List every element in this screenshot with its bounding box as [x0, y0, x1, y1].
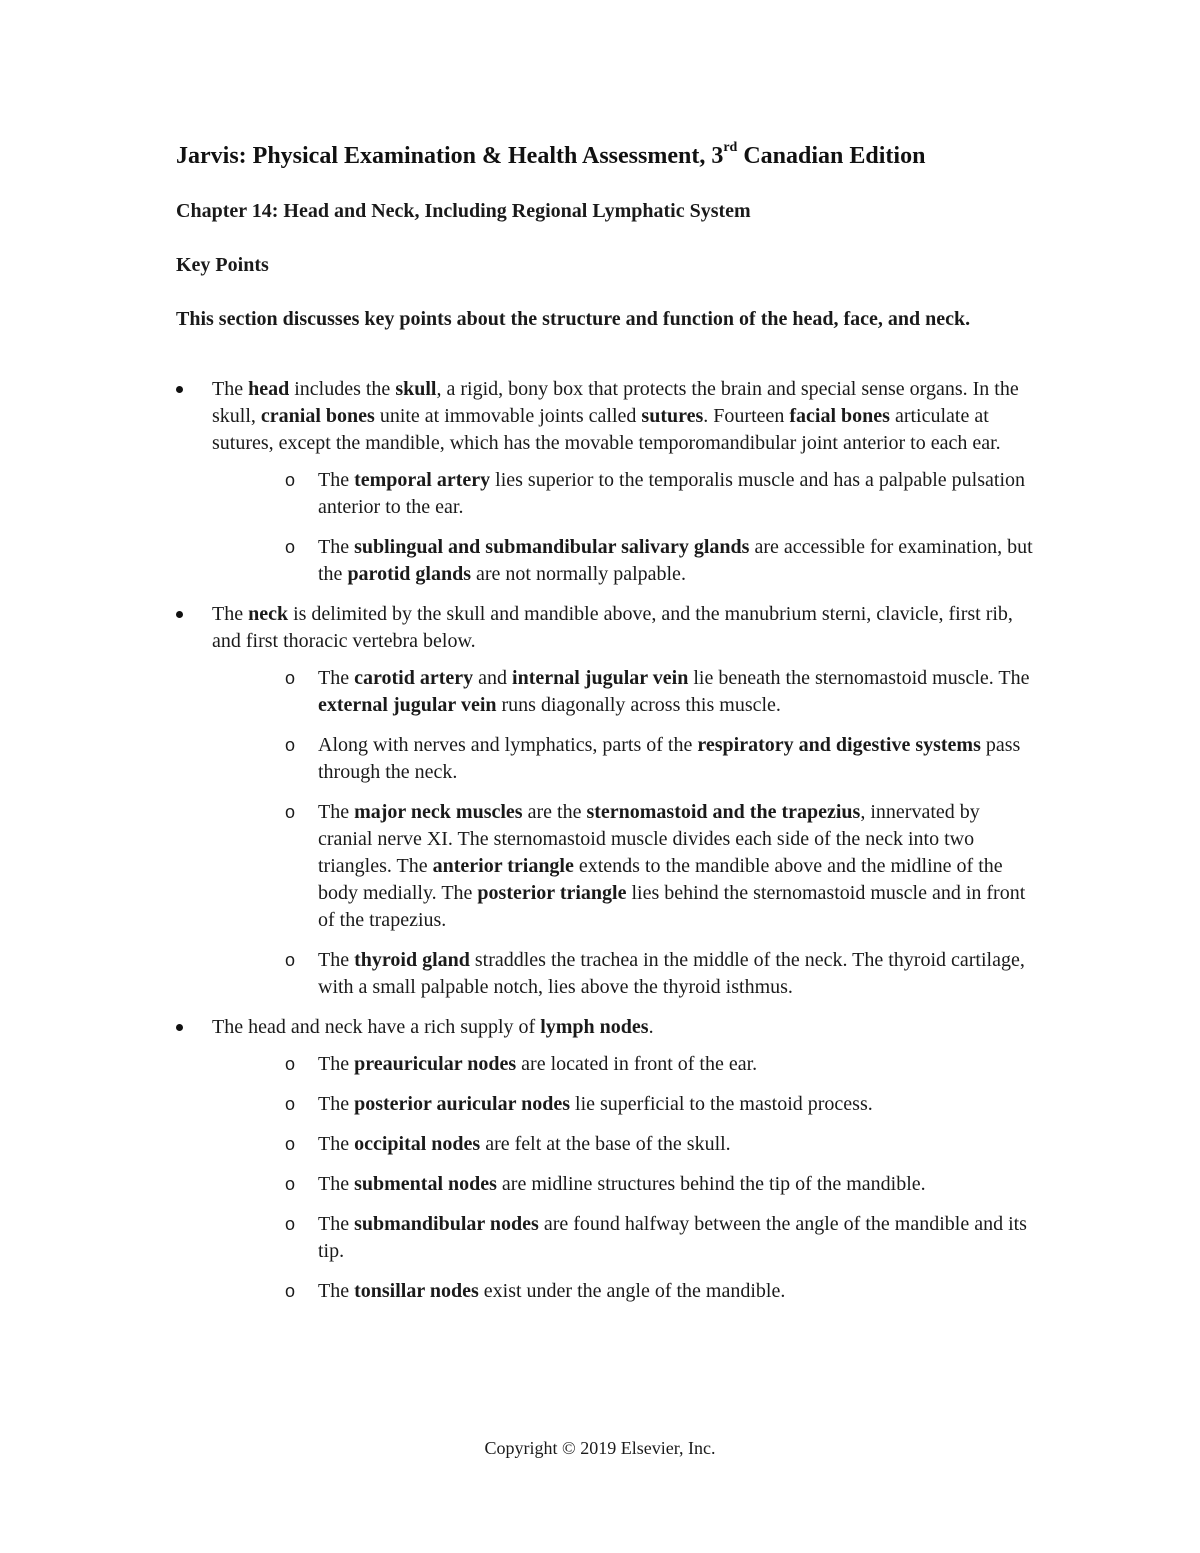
sub-list-item: o The submandibular nodes are found halfway between the angle of the mandible and its tip.: [285, 1213, 1027, 1262]
list-item: The head and neck have a rich supply of lymph nodes. o The preauricular nodes are located in front of the ear. o The posterior auricular nodes lie superficial to the mastoid process. o The occipital nodes are felt at the base of the skull. o The submental nodes are midline structures behind the tip of the mandible. o The submandibular nodes are found halfway between the angle of the mandible and its tip. o The tonsillar nodes exist under the angle of the mandible.: [176, 1014, 1036, 1305]
sub-bullet-icon: o: [285, 735, 296, 755]
copyright-footer: Copyright © 2019 Elsevier, Inc.: [484, 1438, 716, 1458]
chapter-heading: Chapter 14: Head and Neck, Including Regional Lymphatic System: [176, 200, 751, 222]
sub-bullet-icon: o: [285, 1094, 296, 1114]
sub-bullet-icon: o: [285, 1281, 296, 1301]
sub-list-item: o The temporal artery lies superior to the temporalis muscle and has a palpable pulsation anterior to the ear.: [285, 469, 1026, 518]
sub-bullet-icon: o: [285, 537, 296, 557]
sub-list-item: o The preauricular nodes are located in front of the ear.: [212, 1051, 1036, 1078]
sub-bullet-icon: o: [285, 802, 296, 822]
section-intro: This section discusses key points about the structure and function of the head, face, and neck.: [176, 308, 971, 330]
sub-list-item: o The carotid artery and internal jugular vein lie beneath the sternomastoid muscle. The external jugular vein runs diagonally across this muscle.: [285, 667, 1030, 716]
sub-bullet-icon: o: [285, 1054, 296, 1074]
sub-list: [212, 467, 1036, 588]
sub-list: [212, 1051, 1036, 1305]
sub-list: [212, 665, 1036, 1001]
sub-list-item: o The major neck muscles are the sternomastoid and the trapezius, innervated by cranial nerve XI. The sternomastoid muscle divides each side of the neck into two triangles. The anterior triangle extends to the mandible above and the midline of the body medially. The posterior triangle lies behind the sternomastoid muscle and in front of the trapezius.: [285, 801, 1026, 931]
sub-list-item: o The tonsillar nodes exist under the angle of the mandible.: [212, 1278, 1036, 1305]
sub-bullet-icon: o: [285, 668, 296, 688]
title-superscript: rd: [723, 140, 738, 155]
sub-bullet-icon: o: [285, 1214, 296, 1234]
key-points-list: [176, 376, 1036, 1305]
sub-list-item: o Along with nerves and lymphatics, parts of the respiratory and digestive systems pass through the neck.: [285, 734, 1021, 783]
list-item: The head includes the skull, a rigid, bony box that protects the brain and special sense organs. In the skull, cranial bones unite at immovable joints called sutures. Fourteen facial bones articulate at sutures, except the mandible, which has the movable temporomandibular joint anterior to each ear. o The temporal artery lies superior to the temporalis muscle and has a palpable pulsation anterior to the ear. o The sublingual and submandibular salivary glands are accessible for examination, but the parotid glands are not normally palpable.: [176, 376, 1036, 588]
sub-list-item: o The posterior auricular nodes lie superficial to the mastoid process.: [212, 1091, 1036, 1118]
sub-list-item: o The thyroid gland straddles the trachea in the middle of the neck. The thyroid cartilage, with a small palpable notch, lies above the thyroid isthmus.: [285, 949, 1025, 998]
bullet-icon: [176, 386, 183, 393]
list-item: The neck is delimited by the skull and mandible above, and the manubrium sterni, clavicle, first rib, and first thoracic vertebra below. o The carotid artery and internal jugular vein lie beneath the sternomastoid muscle. The external jugular vein runs diagonally across this muscle. o Along with nerves and lymphatics, parts of the respiratory and digestive systems pass through the neck. o The major neck muscles are the sternomastoid and the trapezius, innervated by cranial nerve XI. The sternomastoid muscle divides each side of the neck into two triangles. The anterior triangle extends to the mandible above and the midline of the body medially. The posterior triangle lies behind the sternomastoid muscle and in front of the trapezius. o The thyroid gland straddles the trachea in the middle of the neck. The thyroid cartilage, with a small palpable notch, lies above the thyroid isthmus.: [176, 601, 1036, 1001]
sub-list-item: o The submental nodes are midline structures behind the tip of the mandible.: [212, 1171, 1036, 1198]
sub-list-item: o The occipital nodes are felt at the base of the skull.: [212, 1131, 1036, 1158]
sub-bullet-icon: o: [285, 1174, 296, 1194]
sub-bullet-icon: o: [285, 1134, 296, 1154]
document-title: Jarvis: Physical Examination & Health Assessment, 3rd Canadian Edition: [176, 140, 926, 169]
section-heading: Key Points: [176, 254, 269, 276]
bullet-icon: [176, 1024, 183, 1031]
bullet-icon: [176, 611, 183, 618]
sub-bullet-icon: o: [285, 950, 296, 970]
sub-bullet-icon: o: [285, 470, 296, 490]
document-body: [176, 140, 1036, 1318]
sub-list-item: o The sublingual and submandibular salivary glands are accessible for examination, but the parotid glands are not normally palpable.: [285, 536, 1033, 585]
